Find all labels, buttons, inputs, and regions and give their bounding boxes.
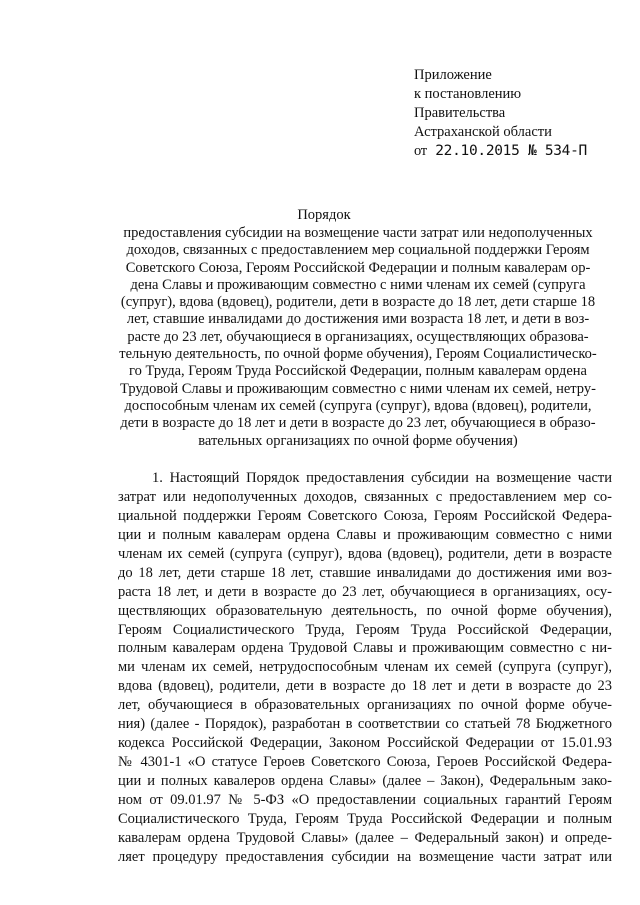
subtitle-line: вательных организациях по очной форме обучения) <box>198 432 518 449</box>
body-line: ляет процедуру предоставления субсидии на возмещение части затрат или <box>118 848 612 865</box>
body-line: Героям Социалистического Труда, Героям Труда Российской Федерации, <box>118 621 612 638</box>
appendix-line-1: Приложение <box>414 67 492 83</box>
subtitle-line: Трудовой Славы и проживающим совместно с ними членам их семей, нетру- <box>120 380 596 397</box>
appendix-date-value: 22.10.2015 № 534-П <box>435 143 587 159</box>
document-subtitle <box>108 225 608 450</box>
subtitle-line: лет, ставшие инвалидами до достижения ими возраста 18 лет, и дети в воз- <box>126 311 590 328</box>
document-body <box>118 469 612 867</box>
subtitle-line: предоставления субсидии на возмещение части затрат или недополученных <box>123 225 593 241</box>
appendix-date-prefix: от <box>414 143 427 159</box>
subtitle-line: дети в возрасте до 18 лет и дети в возрасте до 23 лет, обучающиеся в образо- <box>120 415 596 432</box>
body-line: членам их семей (супруга (супруг), вдова (вдовец), родители, дети в возрасте <box>118 545 612 562</box>
body-line: полным кавалерам ордена Трудовой Славы и проживающим совместно с ни- <box>118 640 612 657</box>
body-line: Социалистического Труда, Героям Труда Российской Федерации и полным <box>118 810 612 827</box>
body-line: ции и полных кавалеров ордена Славы» (далее – Закон), Федеральным зако- <box>118 773 612 789</box>
body-line: ния) (далее - Порядок), разработан в соответствии со статьей 78 Бюджетного <box>118 716 612 733</box>
body-line: ми членам их семей, нетрудоспособным членам их семей (супруга (супруг), <box>118 659 612 676</box>
subtitle-line: дена Славы и проживающим совместно с ними членам их семей (супруга <box>130 276 586 293</box>
appendix-line-2: к постановлению <box>414 86 522 102</box>
subtitle-line: тельную деятельность, по очной форме обучения), Героям Социалистическо- <box>119 346 597 363</box>
subtitle-line: Советского Союза, Героям Российской Федерации и полным кавалерам ор- <box>125 259 591 276</box>
body-line: № 4301-1 «О статусе Героев Советского Союза, Героев Российской Федера- <box>118 754 612 771</box>
appendix-line-4: Астраханской области <box>414 124 552 140</box>
subtitle-line: доспособным членам их семей (супруга (супруг), вдова (вдовец), родители, <box>124 397 592 414</box>
subtitle-line: го Труда, Героям Труда Российской Федерации, полным кавалерам ордена <box>129 363 587 380</box>
body-line: ном от 09.01.97 № 5-ФЗ «О предоставлении социальных гарантий Героям <box>118 791 612 808</box>
subtitle-line: доходов, связанных с предоставлением мер социальной поддержки Героям <box>126 242 590 259</box>
subtitle-line: (супруг), вдова (вдовец), родители, дети в возрасте до 18 лет, дети старше 18 <box>120 294 596 311</box>
appendix-line-3: Правительства <box>414 105 506 121</box>
subtitle-line: расте до 23 лет, обучающиеся в организациях, осуществляющих образова- <box>127 328 589 345</box>
document-title: Порядок <box>297 207 351 223</box>
body-line: ции и полным кавалерам ордена Славы и проживающим совместно с ними <box>118 526 612 543</box>
body-line: ществляющих образовательную деятельность, по очной форме обучения), <box>118 602 612 619</box>
body-line: вдова (вдовец), родители, дети в возрасте до 18 лет и дети в возрасте до 23 <box>118 678 612 695</box>
body-line: 1. Настоящий Порядок предоставления субсидии на возмещение части <box>152 470 612 486</box>
body-line: до 18 лет, дети старше 18 лет, ставшие инвалидами до достижения ими воз- <box>118 564 612 581</box>
body-line: лет, обучающиеся в образовательных организациях по очной форме обуче- <box>118 697 612 714</box>
appendix-header <box>414 66 624 161</box>
body-line: кодекса Российской Федерации, Законом Российской Федерации от 15.01.93 <box>118 735 612 752</box>
body-line: раста 18 лет, и дети в возрасте до 23 лет, обучающиеся в организациях, осу- <box>118 583 612 600</box>
body-line: затрат или недополученных доходов, связанных с предоставлением мер со- <box>118 488 612 505</box>
body-line: циальной поддержки Героям Советского Союза, Героям Российской Федера- <box>118 507 612 524</box>
appendix-date-line <box>414 142 624 161</box>
body-line: кавалерам ордена Трудовой Славы» (далее – Федеральный закон) и опреде- <box>118 829 612 846</box>
